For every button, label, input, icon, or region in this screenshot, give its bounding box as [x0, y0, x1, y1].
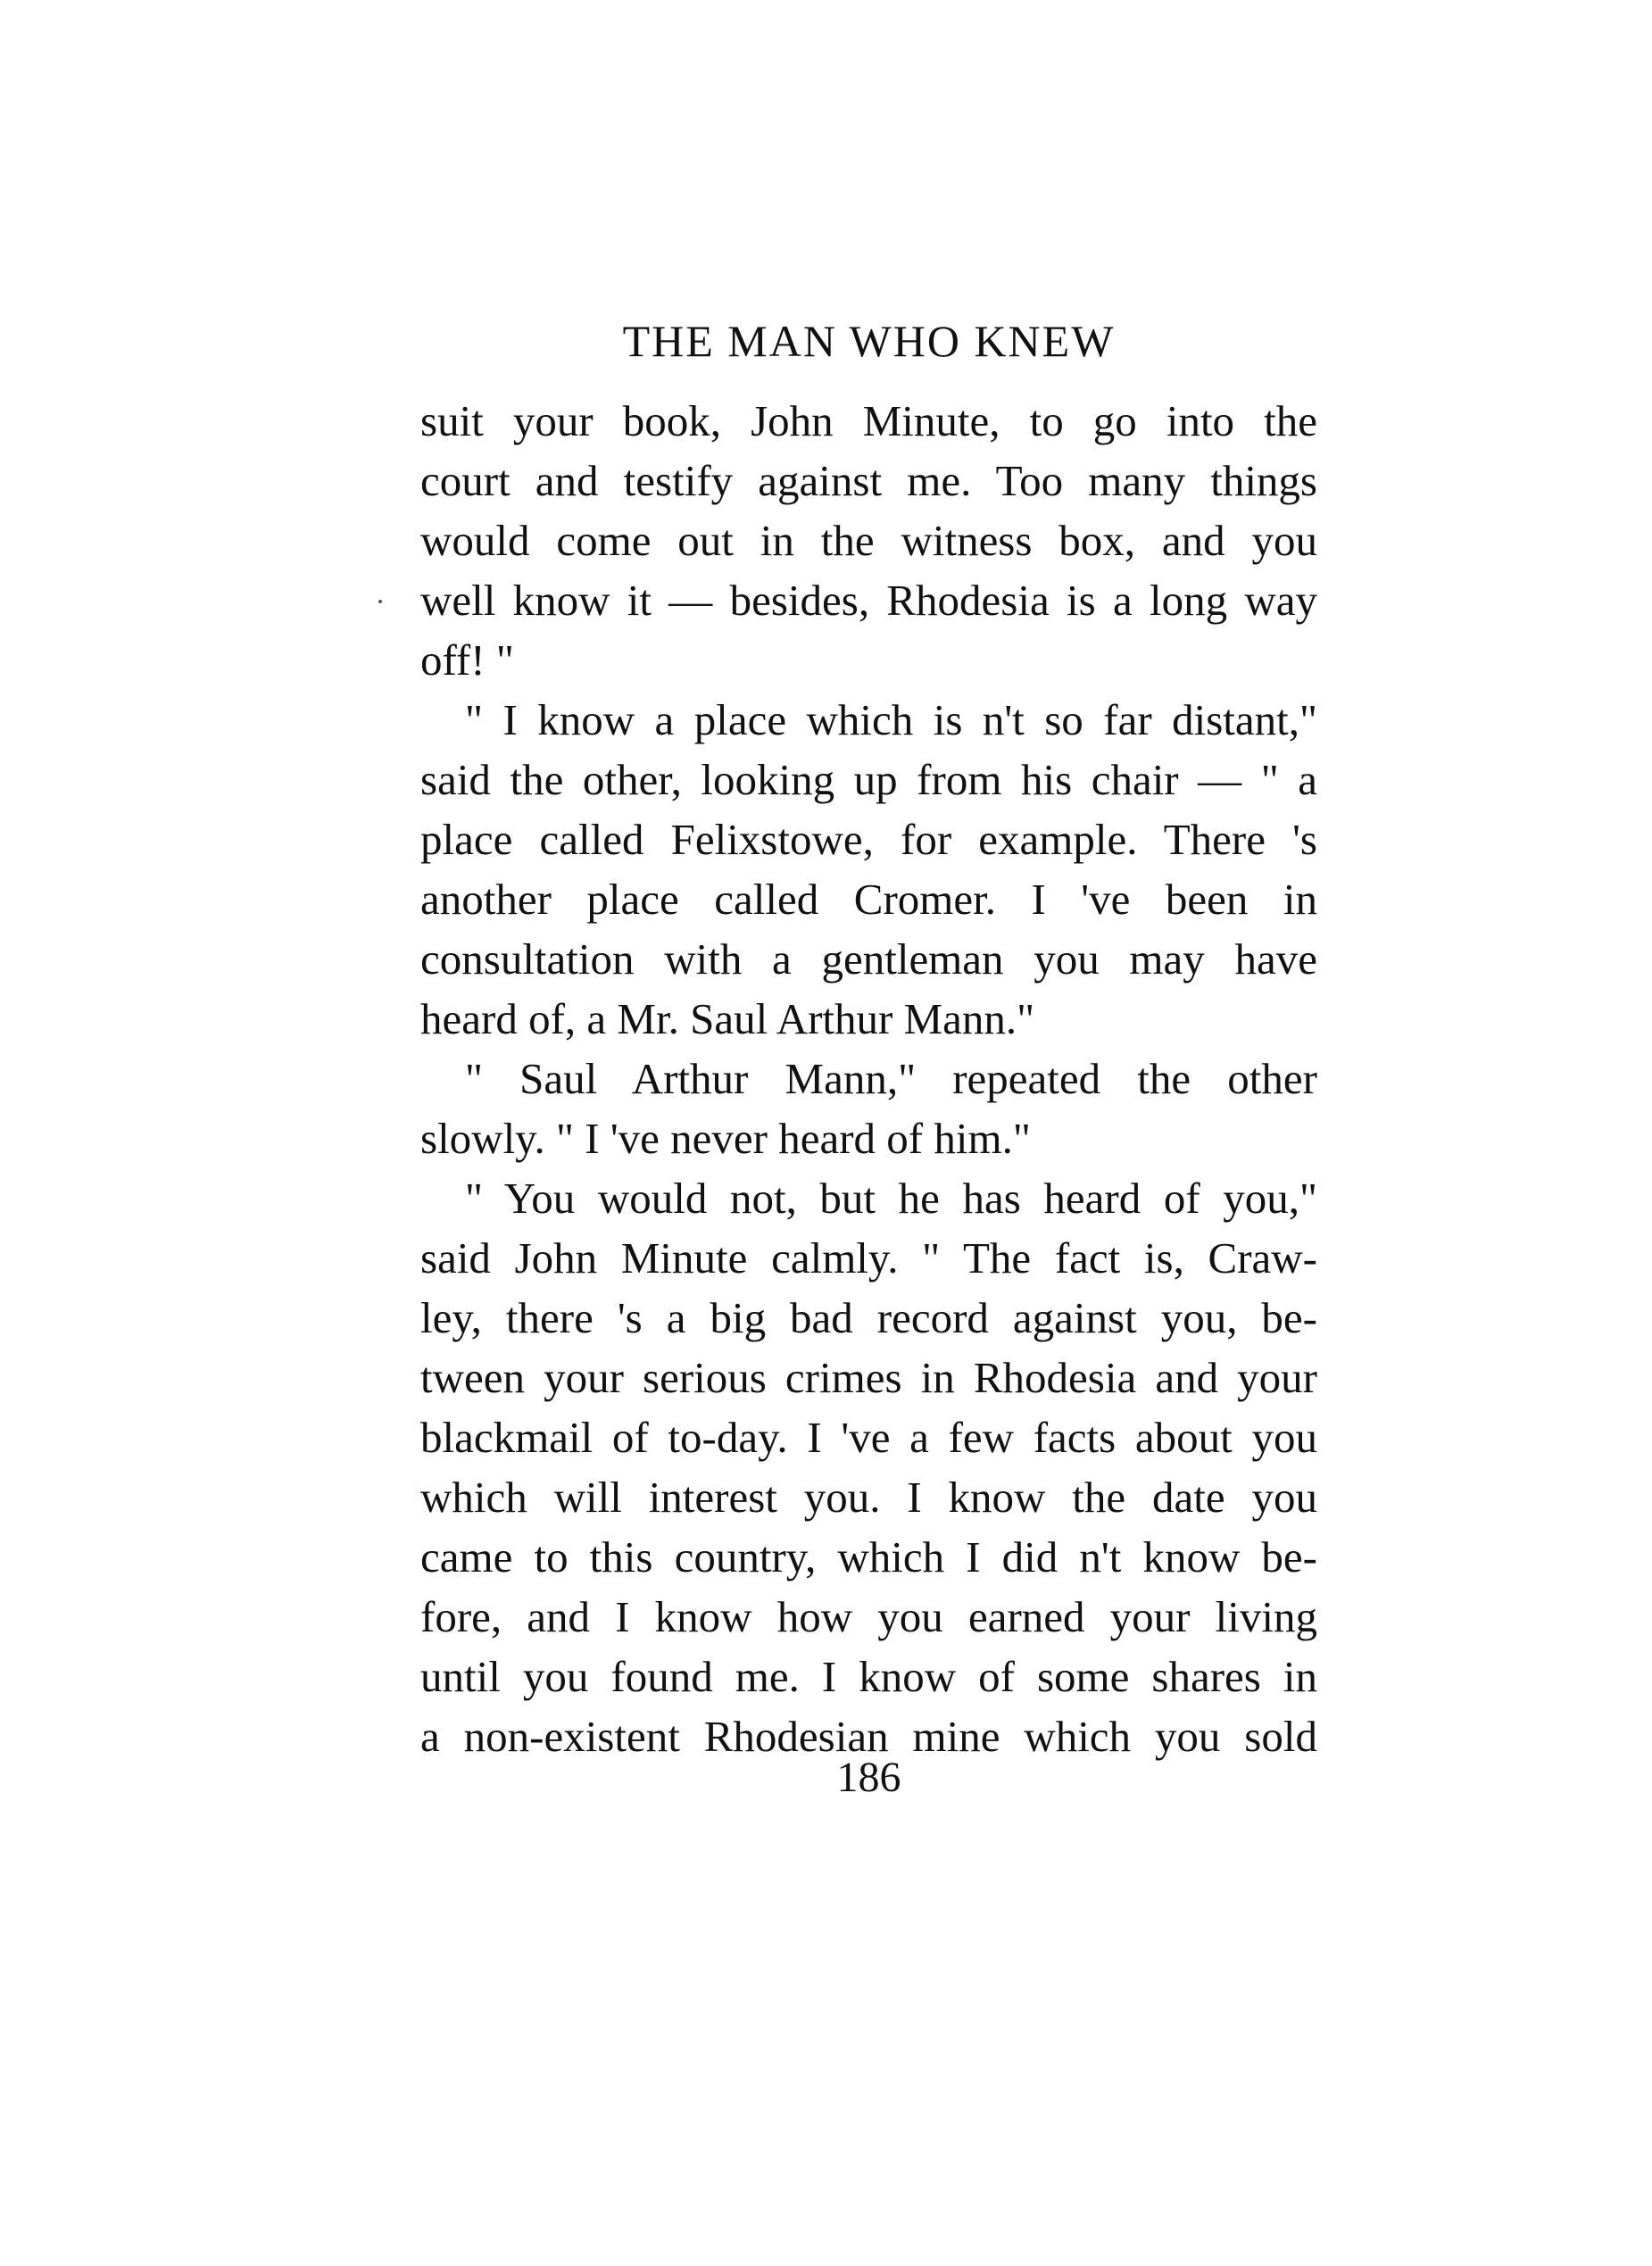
text-line: would come out in the witness box, and you: [420, 516, 1317, 565]
text-line: a non-existent Rhodesian mine which you sold: [420, 1712, 1317, 1761]
text-line: off! ": [420, 635, 514, 685]
text-line: came to this country, which I did n't know be-: [420, 1532, 1317, 1581]
text-line: place called Felixstowe, for example. There 's: [420, 815, 1317, 864]
text-line: heard of, a Mr. Saul Arthur Mann.": [420, 994, 1035, 1043]
text-line: " You would not, but he has heard of you,": [465, 1174, 1317, 1223]
text-line: fore, and I know how you earned your living: [420, 1592, 1317, 1641]
text-line: until you found me. I know of some shares in: [420, 1652, 1317, 1701]
text-line: well know it — besides, Rhodesia is a long way: [420, 576, 1317, 625]
text-line: said John Minute calmly. " The fact is, Craw-: [420, 1233, 1317, 1282]
text-line: " Saul Arthur Mann," repeated the other: [465, 1054, 1317, 1103]
text-line: which will interest you. I know the date you: [420, 1473, 1317, 1522]
text-line: court and testify against me. Too many things: [420, 456, 1317, 505]
text-line: consultation with a gentleman you may have: [420, 934, 1317, 984]
page-number: 186: [836, 1754, 901, 1801]
text-line: said the other, looking up from his chair — " a: [420, 755, 1317, 804]
body-text: [420, 391, 1317, 1766]
text-line: another place called Cromer. I 've been in: [420, 875, 1317, 924]
text-line: " I know a place which is n't so far distant,": [465, 695, 1317, 744]
text-line: blackmail of to-day. I 've a few facts about you: [420, 1413, 1317, 1462]
margin-speck: [378, 600, 382, 603]
text-line: tween your serious crimes in Rhodesia and your: [420, 1353, 1317, 1402]
text-line: suit your book, John Minute, to go into the: [420, 396, 1317, 445]
text-line: ley, there 's a big bad record against you, be-: [420, 1293, 1317, 1342]
running-head: THE MAN WHO KNEW: [622, 316, 1116, 366]
text-line: slowly. " I 've never heard of him.": [420, 1114, 1031, 1163]
